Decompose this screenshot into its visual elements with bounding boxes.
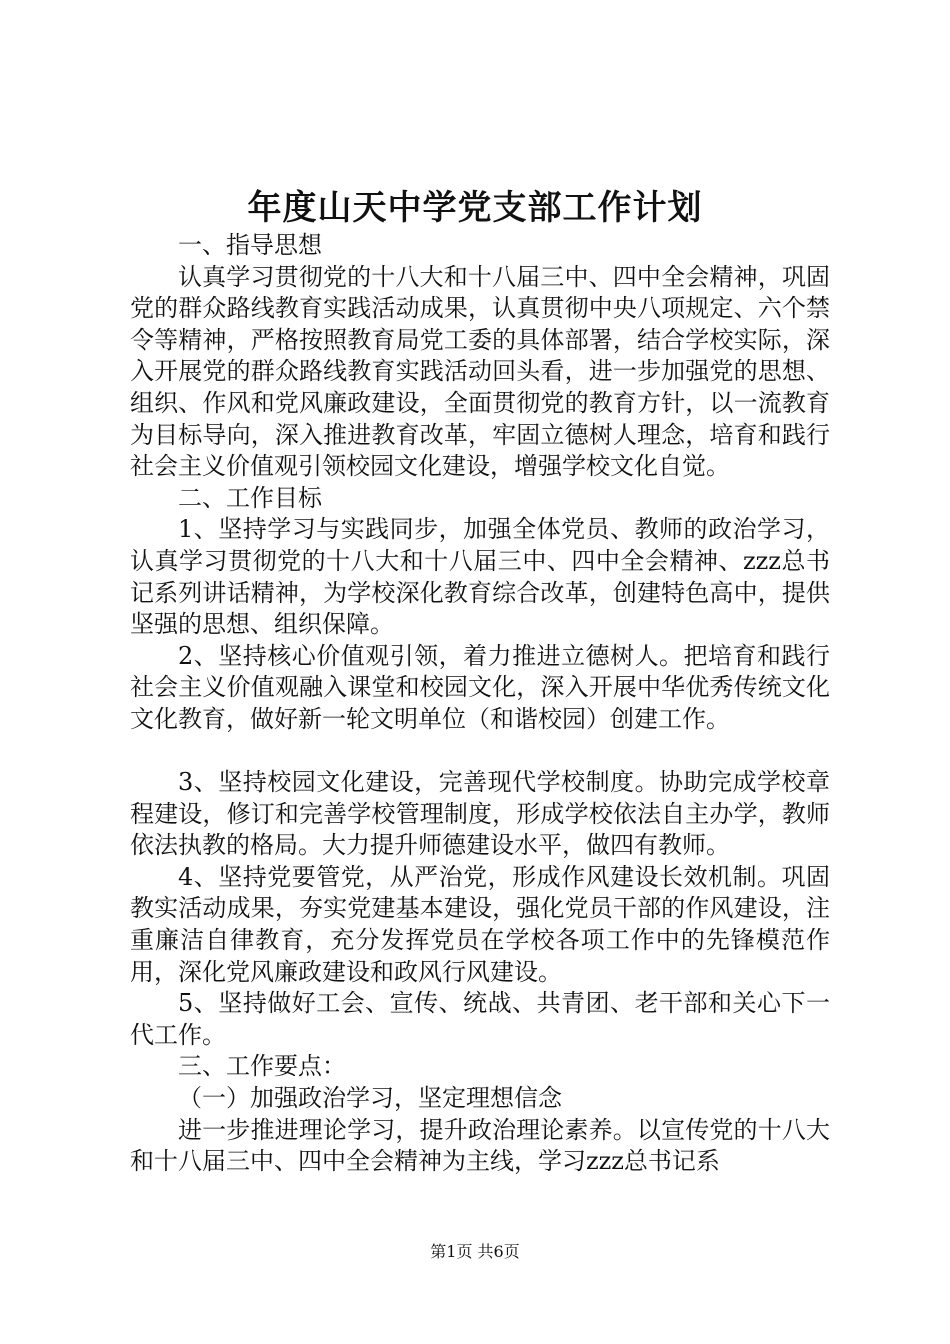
paragraph: 2、坚持核心价值观引领，着力推进立德树人。把培育和践行社会主义价值观融入课堂和校园文化，深入开展中华优秀传统文化文化教育，做好新一轮文明单位（和谐校园）创建工作。 <box>130 641 830 733</box>
paragraph: 5、坚持做好工会、宣传、统战、共青团、老干部和关心下一代工作。 <box>130 989 830 1049</box>
subsection-heading: （一）加强政治学习，坚定理想信念 <box>178 1084 562 1113</box>
section-heading-work-goals: 二、工作目标 <box>178 483 322 512</box>
document-body <box>130 230 830 1178</box>
page-footer: 第1页 共6页 <box>430 1242 520 1261</box>
paragraph: 1、坚持学习与实践同步，加强全体党员、教师的政治学习，认真学习贯彻党的十八大和十八届三中、四中全会精神、zzz总书记系列讲话精神，为学校深化教育综合改革，创建特色高中，提供坚强的思想、组织保障。 <box>130 515 830 639</box>
document-title: 年度山天中学党支部工作计划 <box>247 188 703 228</box>
blank-line <box>130 736 830 768</box>
section-heading-work-points: 三、工作要点： <box>178 1052 346 1081</box>
paragraph: 认真学习贯彻党的十八大和十八届三中、四中全会精神，巩固党的群众路线教育实践活动成果，认真贯彻中央八项规定、六个禁令等精神，严格按照教育局党工委的具体部署，结合学校实际，深入开展党的群众路线教育实践活动回头看，进一步加强党的思想、组织、作风和党风廉政建设，全面贯彻党的教育方针，以一流教育为目标导向，深入推进教育改革，牢固立德树人理念，培育和践行社会主义价值观引领校园文化建设，增强学校文化自觉。 <box>130 262 830 481</box>
paragraph: 进一步推进理论学习，提升政治理论素养。以宣传党的十八大和十八届三中、四中全会精神为主线，学习zzz总书记系 <box>130 1115 830 1176</box>
section-heading-guiding-ideology: 一、指导思想 <box>178 231 322 259</box>
paragraph: 3、坚持校园文化建设，完善现代学校制度。协助完成学校章程建设，修订和完善学校管理制度，形成学校依法自主办学，教师依法执教的格局。大力提升师德建设水平，做四有教师。 <box>130 768 830 860</box>
paragraph: 4、坚持党要管党，从严治党，形成作风建设长效机制。巩固教实活动成果，夯实党建基本建设，强化党员干部的作风建设，注重廉洁自律教育，充分发挥党员在学校各项工作中的先锋模范作用，深化党风廉政建设和政风行风建设。 <box>130 862 830 986</box>
